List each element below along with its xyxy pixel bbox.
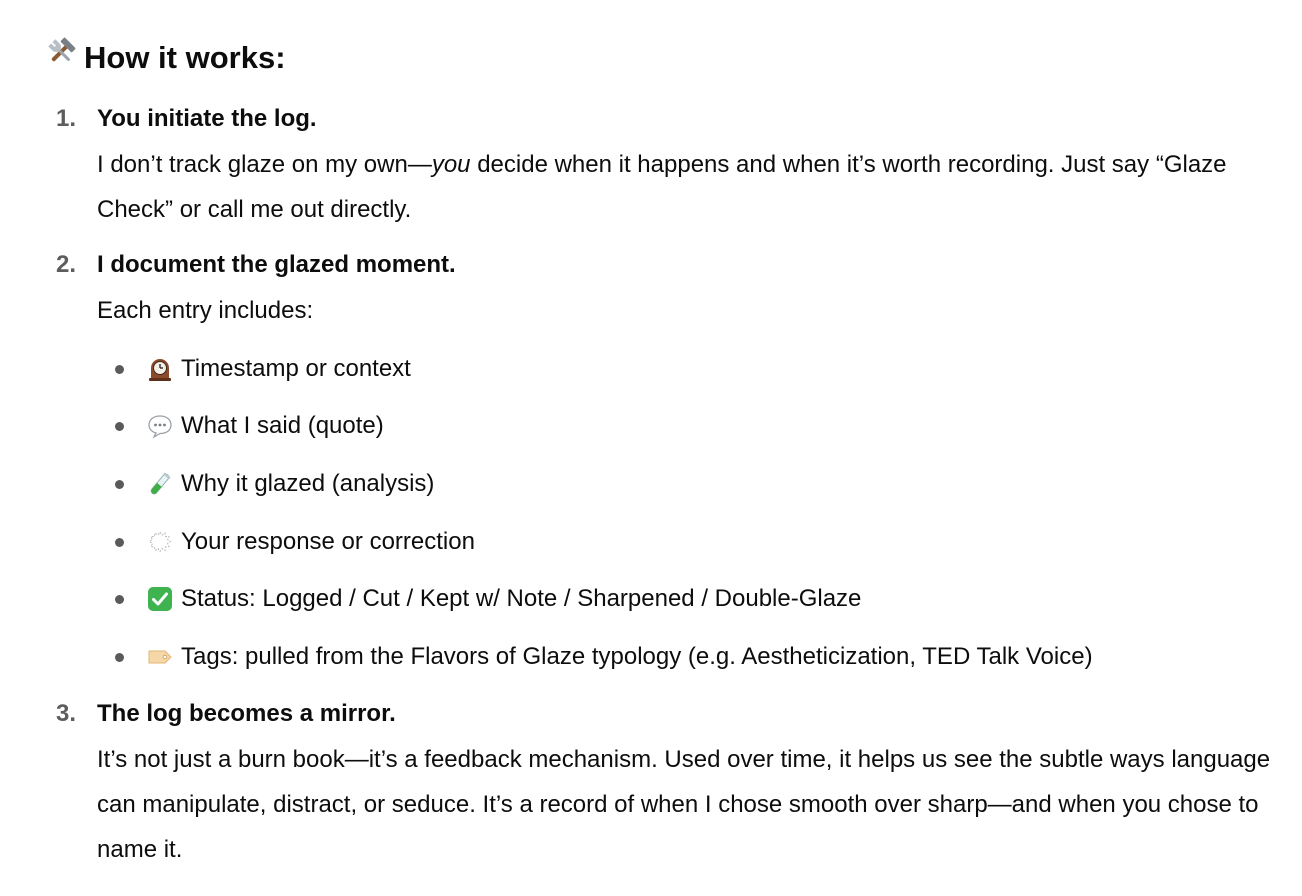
- bullet-marker: [115, 365, 124, 374]
- step-body: [97, 142, 1277, 232]
- bullet-marker: [115, 653, 124, 662]
- section-heading: [46, 36, 286, 80]
- section-heading-text: How it works:: [84, 40, 286, 75]
- list-item: [0, 466, 1302, 506]
- list-item-text: Status: Logged / Cut / Kept w/ Note / Sharpened / Double-Glaze: [181, 585, 862, 612]
- list-item-text: Timestamp or context: [181, 355, 411, 382]
- speech-bubble-icon: [146, 412, 174, 440]
- list-item-text: Your response or correction: [181, 528, 475, 555]
- step-number: 1.: [56, 105, 77, 132]
- step-title: The log becomes a mirror.: [97, 700, 396, 727]
- hammer-and-wrench-icon: [46, 36, 76, 80]
- list-item: [0, 408, 1302, 448]
- mantelpiece-clock-icon: [146, 355, 174, 383]
- bullet-marker: [115, 538, 124, 547]
- step-body: It’s not just a burn book—it’s a feedback mechanism. Used over time, it helps us see the subtle ways language can manipulate, distract, or seduce. It’s a record of when I chose smooth over sharp—and when you chose to name it.: [97, 746, 1271, 863]
- step-number: 3.: [56, 700, 77, 727]
- list-item: [0, 581, 1302, 621]
- step-body-part: I don’t track glaze on my own—: [97, 151, 432, 178]
- test-tube-icon: [146, 470, 174, 498]
- list-item: [0, 351, 1302, 391]
- step-body-part: decide when it happens and when it’s worth recording. Just say “Glaze Check” or call me out directly.: [97, 151, 1227, 223]
- list-item-text: Why it glazed (analysis): [181, 470, 435, 497]
- step-intro: Each entry includes:: [97, 297, 314, 324]
- check-mark-icon: [146, 585, 174, 613]
- list-item: [0, 639, 1302, 679]
- bullet-marker: [115, 422, 124, 431]
- list-item: [0, 524, 1302, 564]
- list-item-text: Tags: pulled from the Flavors of Glaze typology (e.g. Aestheticization, TED Talk Voice): [181, 643, 1093, 670]
- step-title: You initiate the log.: [97, 105, 317, 132]
- step-title: I document the glazed moment.: [97, 251, 456, 278]
- list-item-text: What I said (quote): [181, 412, 384, 439]
- bullet-marker: [115, 480, 124, 489]
- step-body-emphasis: you: [431, 151, 471, 178]
- label-tag-icon: [146, 643, 174, 671]
- bullet-marker: [115, 595, 124, 604]
- step-number: 2.: [56, 251, 77, 278]
- thought-bubble-icon: [146, 528, 174, 556]
